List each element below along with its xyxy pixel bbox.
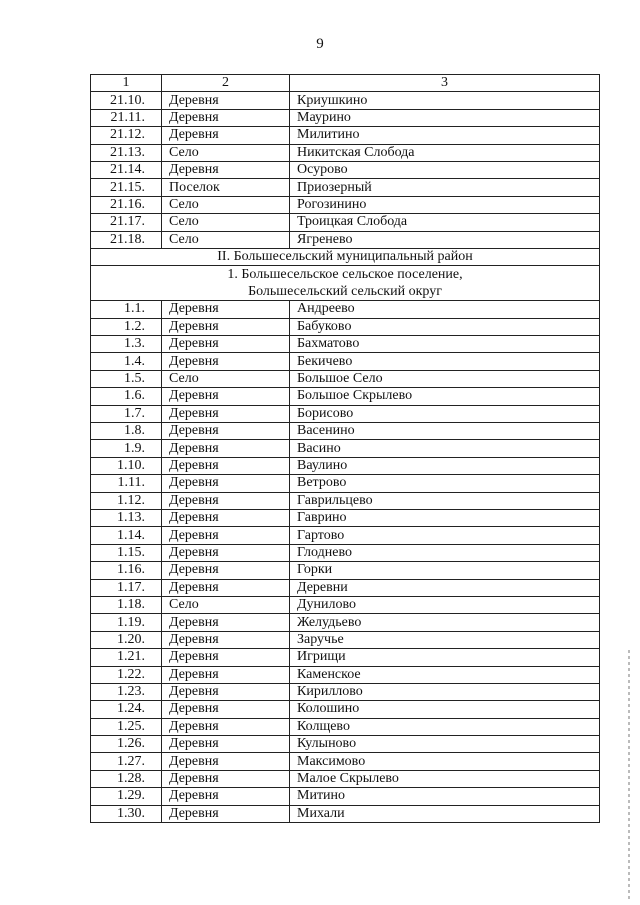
settlement-type: Деревня [162, 301, 290, 318]
settlement-type: Деревня [162, 666, 290, 683]
row-number: 21.12. [91, 127, 162, 144]
table-row [91, 423, 600, 440]
settlements-table-body [91, 75, 600, 823]
row-number: 1.18. [91, 596, 162, 613]
settlement-name: Кириллово [290, 683, 600, 700]
settlement-name: Криушкино [290, 92, 600, 109]
settlement-type: Деревня [162, 562, 290, 579]
row-number: 1.14. [91, 527, 162, 544]
settlement-type: Деревня [162, 788, 290, 805]
settlement-type: Деревня [162, 527, 290, 544]
settlement-name: Митино [290, 788, 600, 805]
settlement-type: Село [162, 144, 290, 161]
row-number: 1.10. [91, 457, 162, 474]
table-row [91, 736, 600, 753]
settlement-type: Деревня [162, 736, 290, 753]
settlement-type: Деревня [162, 92, 290, 109]
row-number: 1.20. [91, 631, 162, 648]
table-row [91, 231, 600, 248]
settlement-type: Деревня [162, 805, 290, 822]
settlement-heading [91, 266, 600, 301]
settlement-name: Борисово [290, 405, 600, 422]
settlement-type: Деревня [162, 336, 290, 353]
table-row [91, 805, 600, 822]
table-row [91, 596, 600, 613]
table-row [91, 109, 600, 126]
settlement-heading-row [91, 266, 600, 301]
table-row [91, 579, 600, 596]
settlement-type: Деревня [162, 683, 290, 700]
settlement-type: Село [162, 596, 290, 613]
row-number: 21.15. [91, 179, 162, 196]
row-number: 1.24. [91, 701, 162, 718]
scan-edge-mark [628, 650, 630, 900]
district-heading-row [91, 248, 600, 265]
settlement-name: Рогозинино [290, 196, 600, 213]
table-row [91, 649, 600, 666]
row-number: 1.6. [91, 388, 162, 405]
row-number: 1.9. [91, 440, 162, 457]
settlement-type: Деревня [162, 492, 290, 509]
settlement-name: Колошино [290, 701, 600, 718]
row-number: 1.17. [91, 579, 162, 596]
settlement-type: Село [162, 214, 290, 231]
table-row [91, 196, 600, 213]
row-number: 1.26. [91, 736, 162, 753]
row-number: 21.11. [91, 109, 162, 126]
settlement-heading-line1: 1. Большесельское сельское поселение, [227, 267, 463, 283]
settlement-name: Желудьево [290, 614, 600, 631]
row-number: 1.4. [91, 353, 162, 370]
settlement-type: Деревня [162, 649, 290, 666]
table-row [91, 614, 600, 631]
row-number: 21.17. [91, 214, 162, 231]
settlement-name: Гартово [290, 527, 600, 544]
column-header-2: 2 [162, 75, 290, 92]
row-number: 1.15. [91, 544, 162, 561]
row-number: 1.16. [91, 562, 162, 579]
settlement-name: Игрищи [290, 649, 600, 666]
row-number: 1.22. [91, 666, 162, 683]
settlement-name: Никитская Слобода [290, 144, 600, 161]
settlement-heading-line2: Большесельский сельский округ [248, 284, 442, 300]
table-row [91, 718, 600, 735]
row-number: 1.29. [91, 788, 162, 805]
row-number: 21.13. [91, 144, 162, 161]
table-row [91, 683, 600, 700]
row-number: 1.21. [91, 649, 162, 666]
settlement-type: Деревня [162, 109, 290, 126]
table-row [91, 370, 600, 387]
settlement-name: Васенино [290, 423, 600, 440]
column-header-1: 1 [91, 75, 162, 92]
settlement-type: Деревня [162, 614, 290, 631]
row-number: 1.1. [91, 301, 162, 318]
row-number: 1.27. [91, 753, 162, 770]
settlement-type: Поселок [162, 179, 290, 196]
row-number: 1.8. [91, 423, 162, 440]
table-row [91, 405, 600, 422]
table-row [91, 92, 600, 109]
settlement-type: Деревня [162, 318, 290, 335]
row-number: 1.2. [91, 318, 162, 335]
table-row [91, 527, 600, 544]
settlement-name: Горки [290, 562, 600, 579]
row-number: 21.14. [91, 161, 162, 178]
settlement-name: Дунилово [290, 596, 600, 613]
settlement-name: Каменское [290, 666, 600, 683]
settlement-type: Деревня [162, 457, 290, 474]
settlement-type: Деревня [162, 405, 290, 422]
table-row [91, 214, 600, 231]
settlement-name: Васино [290, 440, 600, 457]
settlement-type: Деревня [162, 161, 290, 178]
settlement-name: Большое Скрылево [290, 388, 600, 405]
settlement-name: Малое Скрылево [290, 770, 600, 787]
settlement-name: Приозерный [290, 179, 600, 196]
settlement-type: Деревня [162, 753, 290, 770]
table-row [91, 388, 600, 405]
settlement-type: Деревня [162, 579, 290, 596]
settlement-name: Ветрово [290, 475, 600, 492]
table-row [91, 127, 600, 144]
settlement-type: Деревня [162, 475, 290, 492]
row-number: 1.25. [91, 718, 162, 735]
row-number: 1.7. [91, 405, 162, 422]
row-number: 1.30. [91, 805, 162, 822]
row-number: 1.11. [91, 475, 162, 492]
settlement-name: Глоднево [290, 544, 600, 561]
table-row [91, 492, 600, 509]
table-row [91, 144, 600, 161]
table-row [91, 353, 600, 370]
settlement-name: Троицкая Слобода [290, 214, 600, 231]
row-number: 1.13. [91, 509, 162, 526]
settlement-name: Большое Село [290, 370, 600, 387]
row-number: 1.3. [91, 336, 162, 353]
settlement-type: Деревня [162, 440, 290, 457]
settlement-type: Село [162, 370, 290, 387]
row-number: 1.23. [91, 683, 162, 700]
table-row [91, 440, 600, 457]
settlement-name: Ваулино [290, 457, 600, 474]
table-row [91, 179, 600, 196]
table-row [91, 701, 600, 718]
row-number: 1.5. [91, 370, 162, 387]
district-heading: II. Большесельский муниципальный район [91, 248, 600, 265]
table-header-row [91, 75, 600, 92]
settlement-type: Деревня [162, 127, 290, 144]
settlement-type: Деревня [162, 544, 290, 561]
settlement-name: Ягренево [290, 231, 600, 248]
settlement-name: Милитино [290, 127, 600, 144]
table-row [91, 301, 600, 318]
settlement-type: Деревня [162, 388, 290, 405]
settlement-name: Кулыново [290, 736, 600, 753]
row-number: 21.10. [91, 92, 162, 109]
table-row [91, 788, 600, 805]
settlement-name: Андреево [290, 301, 600, 318]
table-row [91, 753, 600, 770]
table-row [91, 318, 600, 335]
row-number: 1.28. [91, 770, 162, 787]
table-row [91, 161, 600, 178]
table-row [91, 666, 600, 683]
settlement-name: Бабуково [290, 318, 600, 335]
table-row [91, 562, 600, 579]
row-number: 21.16. [91, 196, 162, 213]
settlement-name: Гаврильцево [290, 492, 600, 509]
settlement-name: Колщево [290, 718, 600, 735]
table-row [91, 544, 600, 561]
table-row [91, 457, 600, 474]
settlement-type: Село [162, 231, 290, 248]
settlement-name: Бекичево [290, 353, 600, 370]
settlements-table [90, 74, 600, 823]
settlement-name: Деревни [290, 579, 600, 596]
table-row [91, 770, 600, 787]
table-row [91, 336, 600, 353]
table-row [91, 475, 600, 492]
settlement-name: Маурино [290, 109, 600, 126]
settlement-name: Осурово [290, 161, 600, 178]
row-number: 1.12. [91, 492, 162, 509]
settlement-name: Гаврино [290, 509, 600, 526]
settlement-name: Максимово [290, 753, 600, 770]
row-number: 1.19. [91, 614, 162, 631]
settlement-type: Деревня [162, 770, 290, 787]
row-number: 21.18. [91, 231, 162, 248]
table-row [91, 509, 600, 526]
settlement-name: Бахматово [290, 336, 600, 353]
settlement-type: Деревня [162, 718, 290, 735]
settlement-name: Заручье [290, 631, 600, 648]
settlement-type: Деревня [162, 701, 290, 718]
column-header-3: 3 [290, 75, 600, 92]
settlement-name: Михали [290, 805, 600, 822]
settlement-type: Деревня [162, 631, 290, 648]
settlement-type: Деревня [162, 509, 290, 526]
table-row [91, 631, 600, 648]
settlement-type: Село [162, 196, 290, 213]
page-number: 9 [316, 36, 324, 52]
settlement-type: Деревня [162, 423, 290, 440]
settlement-type: Деревня [162, 353, 290, 370]
